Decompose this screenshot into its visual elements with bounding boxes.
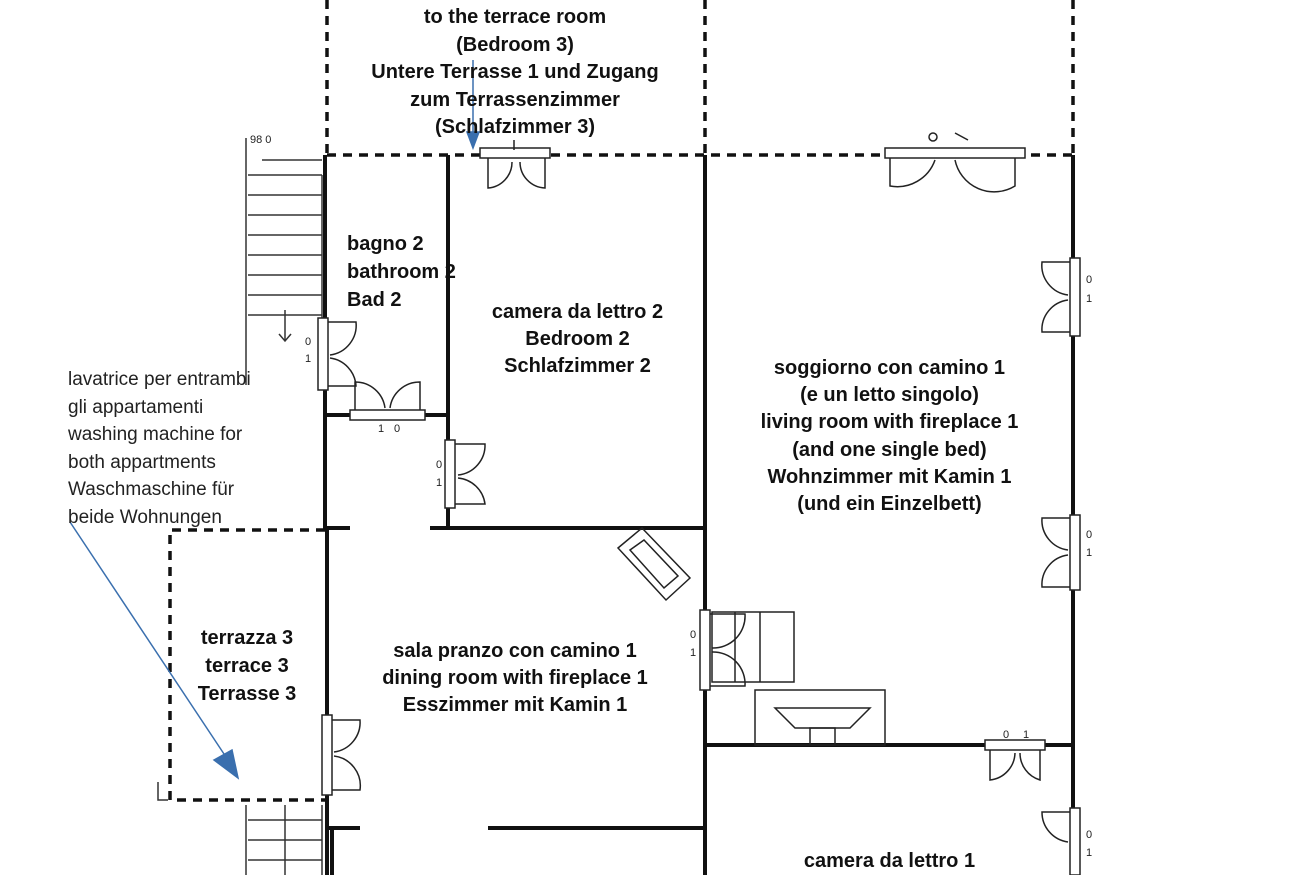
label-line: Terrasse 3 [197, 683, 297, 705]
door-mark-open: 0 [1086, 274, 1093, 286]
door-top-living [885, 133, 1025, 192]
label-line: Esszimmer mit Kamin 1 [402, 694, 628, 716]
label-line: (Schlafzimmer 3) [434, 116, 596, 138]
label-line: Wohnzimmer mit Kamin 1 [767, 465, 1012, 488]
label-living-room [712, 355, 1067, 518]
label-terrace-room [330, 4, 700, 142]
label-line: to the terrace room [423, 6, 607, 28]
door-bathroom-west [318, 318, 356, 390]
door-mark-open: 0 [436, 459, 443, 471]
door-mark-closed: 1 [436, 477, 443, 489]
label-bedroom-2 [455, 299, 700, 380]
label-terrace-3 [172, 624, 322, 708]
label-line: (and one single bed) [792, 438, 987, 461]
door-mark-closed: 1 [690, 647, 697, 659]
door-mark-closed: 1 [1023, 729, 1030, 741]
door-living-bedroom1 [985, 740, 1045, 780]
label-line: soggiorno con camino 1 [773, 357, 1006, 379]
door-mark-open: 1 [378, 423, 385, 435]
door-mark-open: 0 [305, 336, 312, 348]
door-mark-closed: 0 [394, 423, 401, 435]
door-mark-open: 0 [1086, 529, 1093, 541]
label-bathroom-2 [347, 230, 456, 314]
label-line: gli appartamenti [68, 396, 204, 418]
door-mark-closed: 1 [305, 353, 312, 365]
label-line: zum Terrassenzimmer [410, 88, 620, 111]
door-bathroom-floor [350, 382, 425, 420]
fireplace-living [755, 690, 885, 745]
label-washing-machine [68, 366, 251, 531]
label-line: washing machine for [68, 424, 243, 445]
door-mark-closed: 1 [1086, 293, 1093, 305]
label-line: camera da lettro 1 [803, 850, 976, 872]
label-line: bathroom 2 [347, 261, 456, 283]
door-dining-living [700, 610, 794, 690]
label-line: camera da lettro 2 [491, 301, 664, 323]
label-line: Bad 2 [347, 289, 402, 311]
stair-level-mark: 98 0 [250, 134, 272, 146]
label-bedroom-1 [712, 848, 1067, 875]
door-mark-open: 0 [1003, 729, 1010, 741]
label-line: beide Wohnungen [68, 506, 222, 528]
door-right-living-1 [1042, 258, 1080, 336]
label-line: living room with fireplace 1 [760, 411, 1019, 434]
door-dining-west [322, 715, 360, 795]
door-mark-open: 0 [1086, 829, 1093, 841]
label-line: terrazza 3 [200, 627, 294, 649]
label-line: bagno 2 [347, 233, 424, 255]
label-line: (und ein Einzelbett) [797, 493, 982, 516]
arrow-washing-machine-head [214, 750, 238, 778]
door-top-bedroom3 [480, 140, 550, 188]
label-line: sala pranzo con camino 1 [393, 640, 637, 662]
door-mark-closed: 1 [1086, 547, 1093, 559]
label-line: dining room with fireplace 1 [382, 667, 648, 689]
door-mark-closed: 1 [1086, 847, 1093, 859]
label-line: (e un letto singolo) [800, 384, 979, 407]
label-line: Schlafzimmer 2 [504, 355, 651, 377]
fireplace-dining [618, 528, 690, 600]
door-right-living-2 [1042, 515, 1080, 590]
label-line: Waschmaschine für [68, 479, 235, 500]
label-line: Untere Terrasse 1 und Zugang [371, 61, 659, 83]
label-line: lavatrice per entrambi [68, 369, 251, 390]
door-mark-open: 0 [690, 629, 697, 641]
staircase-lower [158, 782, 322, 875]
label-line: (Bedroom 3) [456, 33, 574, 56]
label-line: both appartments [68, 451, 216, 473]
label-dining-room [335, 638, 695, 719]
door-bedroom2-west [445, 440, 485, 508]
label-line: Bedroom 2 [525, 328, 630, 350]
label-line: terrace 3 [205, 655, 289, 677]
